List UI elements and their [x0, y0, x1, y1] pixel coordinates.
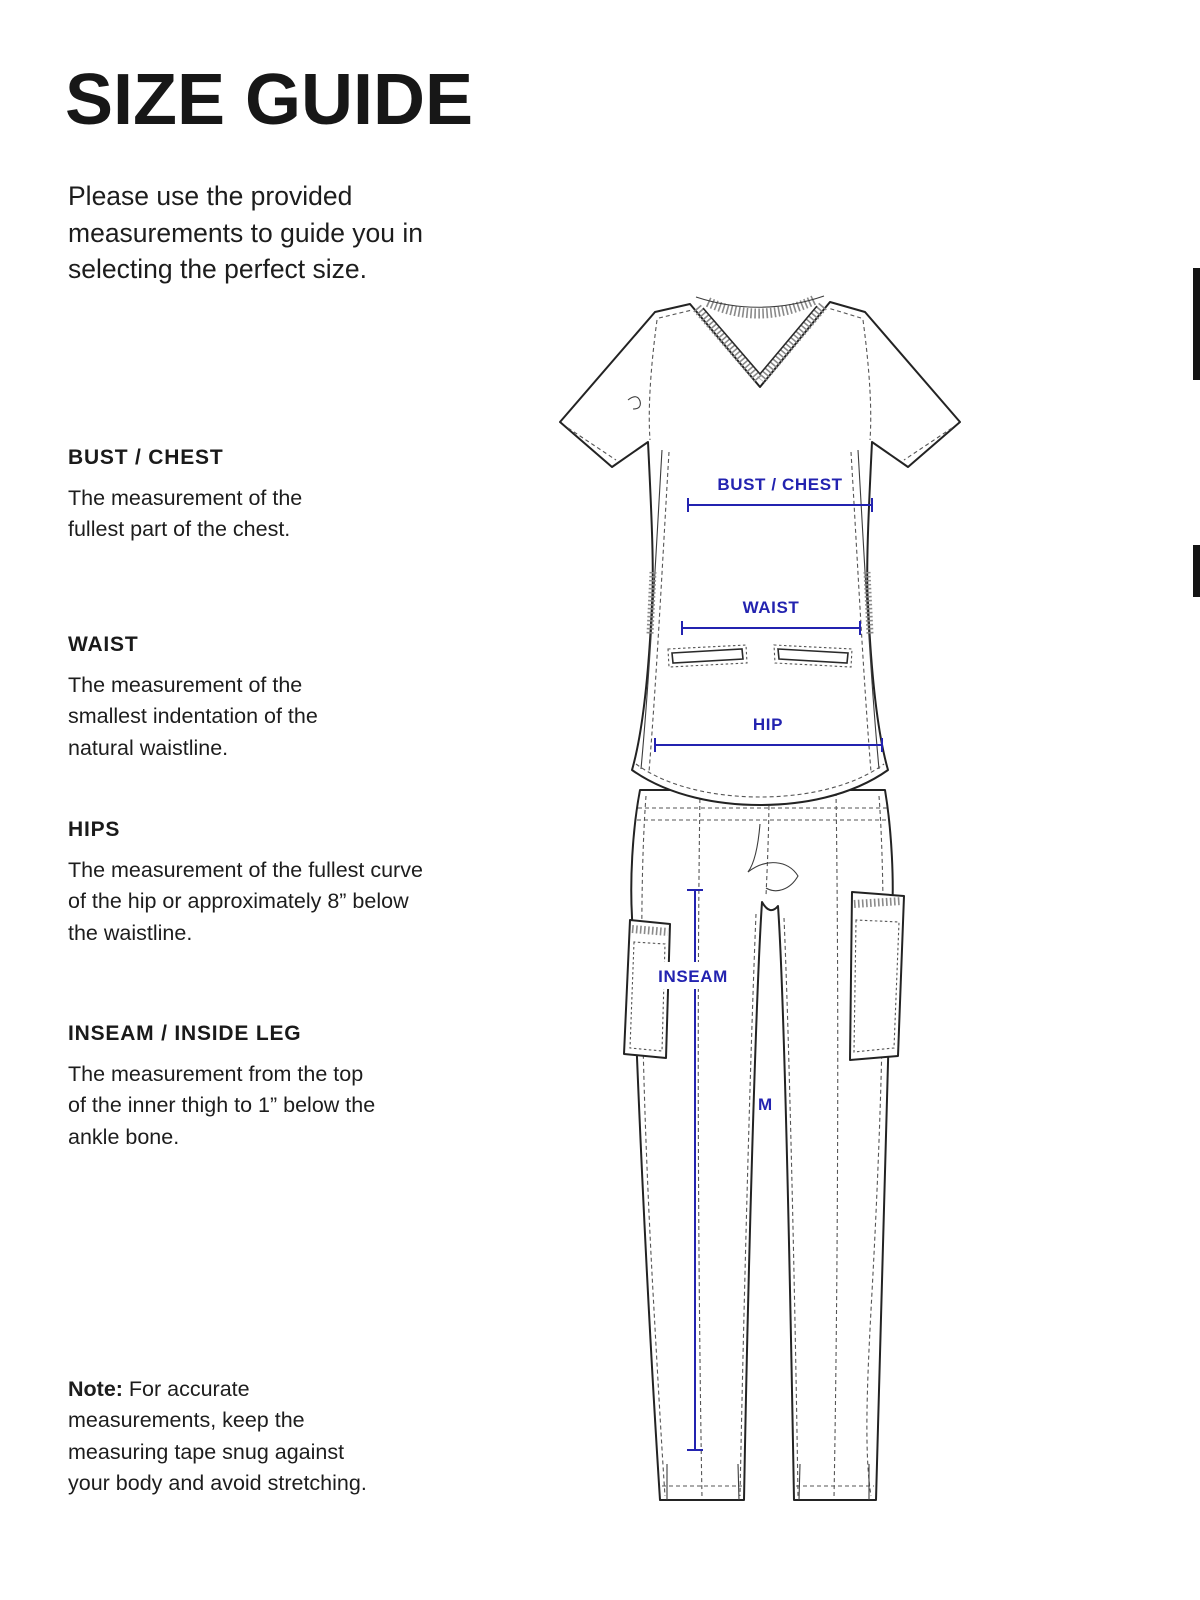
section-body: The measurement of the fullest part of the chest. — [68, 486, 303, 542]
section-heading: BUST / CHEST — [68, 446, 224, 469]
hip-label: HIP — [752, 715, 784, 734]
section-bust-chest — [68, 446, 348, 546]
page-title: SIZE GUIDE — [65, 60, 474, 140]
right-cargo-pocket — [850, 892, 904, 1060]
scrub-pants-drawing — [624, 790, 904, 1500]
right-edge-mark-top — [1193, 268, 1200, 380]
section-body: The measurement from the top of the inner thigh to 1” below the ankle bone. — [68, 1062, 376, 1149]
section-heading: INSEAM / INSIDE LEG — [68, 1022, 302, 1045]
waist-label: WAIST — [742, 598, 800, 617]
section-inseam — [68, 1022, 384, 1153]
section-body: The measurement of the fullest curve of the hip or approximately 8” below the waistline. — [68, 858, 423, 945]
intro-text: Please use the provided measurements to guide you in selecting the perfect size. — [68, 181, 424, 285]
section-waist — [68, 633, 353, 764]
size-letter: M — [758, 1095, 773, 1114]
note-text — [68, 1374, 390, 1500]
inseam-label: INSEAM — [658, 967, 728, 986]
section-heading: HIPS — [68, 818, 121, 841]
note-label: Note: — [68, 1377, 123, 1401]
note-body: For accurate measurements, keep the measuring tape snug against your body and avoid stretching. — [68, 1377, 367, 1496]
section-hips — [68, 818, 440, 949]
bust-label: BUST / CHEST — [717, 475, 843, 494]
section-heading: WAIST — [68, 633, 139, 656]
garment-diagram — [520, 272, 1000, 1532]
right-edge-mark-bottom — [1193, 545, 1200, 597]
section-body: The measurement of the smallest indentation of the natural waistline. — [68, 673, 318, 760]
